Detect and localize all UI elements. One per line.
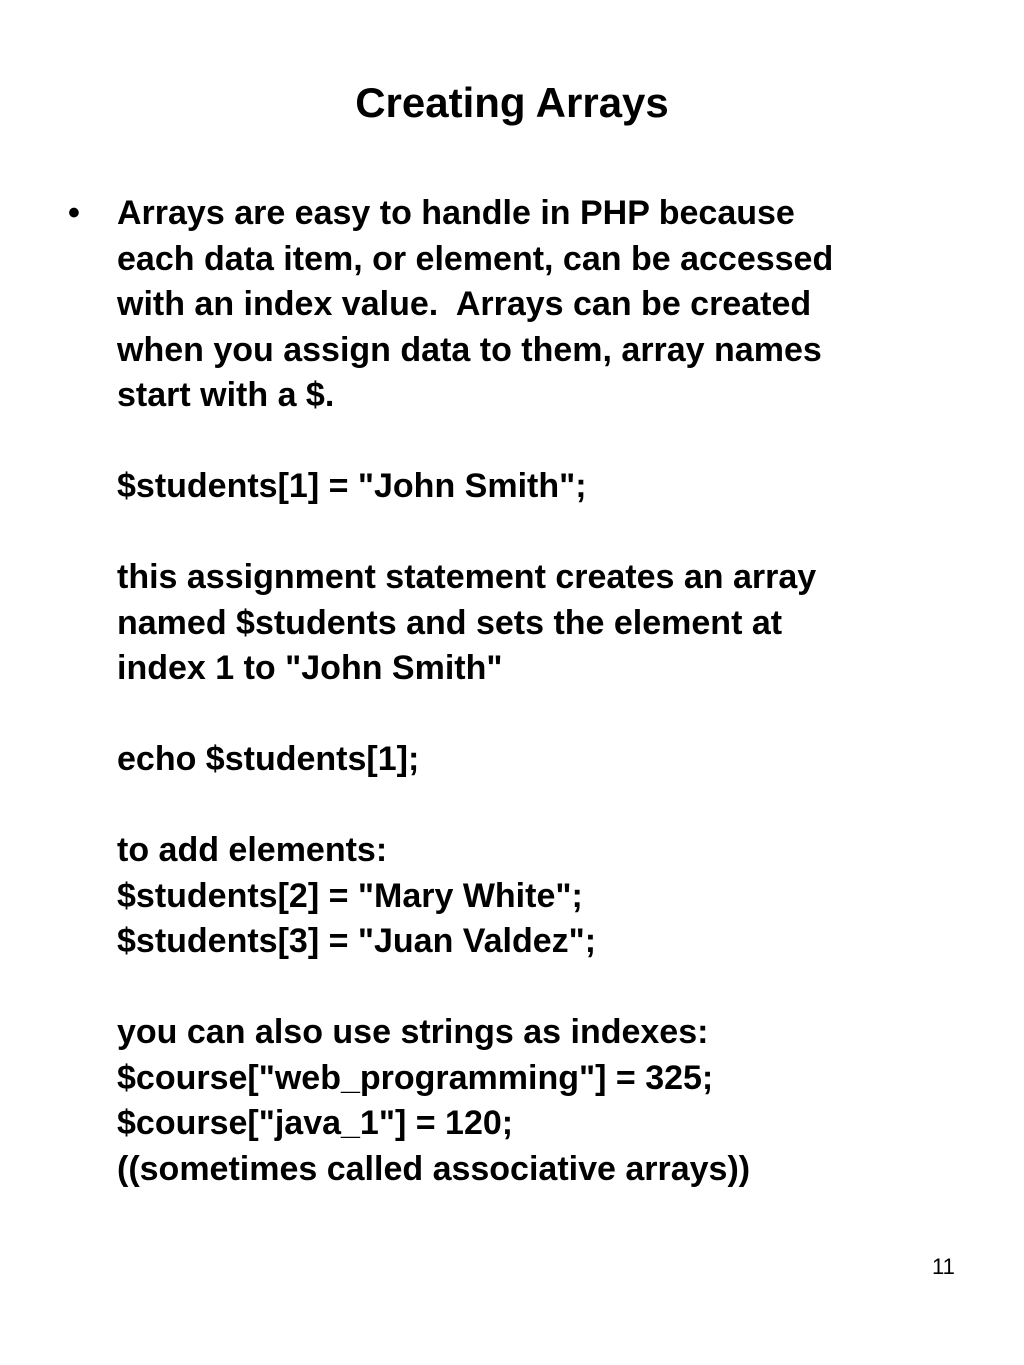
- bullet-dot: •: [68, 194, 80, 232]
- string-index-line: $course["web_programming"] = 325;: [117, 1058, 714, 1097]
- bullet-text: [117, 191, 960, 1192]
- string-index-line: $course["java_1"] = 120;: [117, 1104, 514, 1142]
- add-code-line: $students[2] = "Mary White";: [117, 876, 583, 915]
- intro-line: each data item, or element, can be accessed: [117, 239, 834, 278]
- explain-line: this assignment statement creates an array: [117, 558, 817, 596]
- slide-title: Creating Arrays: [355, 79, 669, 126]
- explain-line: index 1 to "John Smith": [117, 649, 503, 687]
- intro-line: with an index value. Arrays can be created: [117, 285, 812, 323]
- intro-line: start with a $.: [117, 376, 335, 414]
- string-index-line: ((sometimes called associative arrays)): [117, 1149, 751, 1188]
- code-echo-line: echo $students[1];: [117, 740, 420, 778]
- add-elements-heading: to add elements:: [117, 831, 388, 869]
- intro-line: when you assign data to them, array names: [117, 330, 822, 369]
- explain-line: named $students and sets the element at: [117, 603, 783, 642]
- spacer: [117, 783, 960, 829]
- spacer: [117, 692, 960, 738]
- spacer: [117, 510, 960, 556]
- intro-line: Arrays are easy to handle in PHP because: [117, 194, 795, 232]
- page-number: 11: [932, 1254, 955, 1279]
- add-code-line: $students[3] = "Juan Valdez";: [117, 922, 597, 960]
- spacer: [117, 419, 960, 465]
- string-index-heading: you can also use strings as indexes:: [117, 1013, 709, 1051]
- spacer: [117, 965, 960, 1011]
- code-assign-line: $students[1] = "John Smith";: [117, 467, 587, 505]
